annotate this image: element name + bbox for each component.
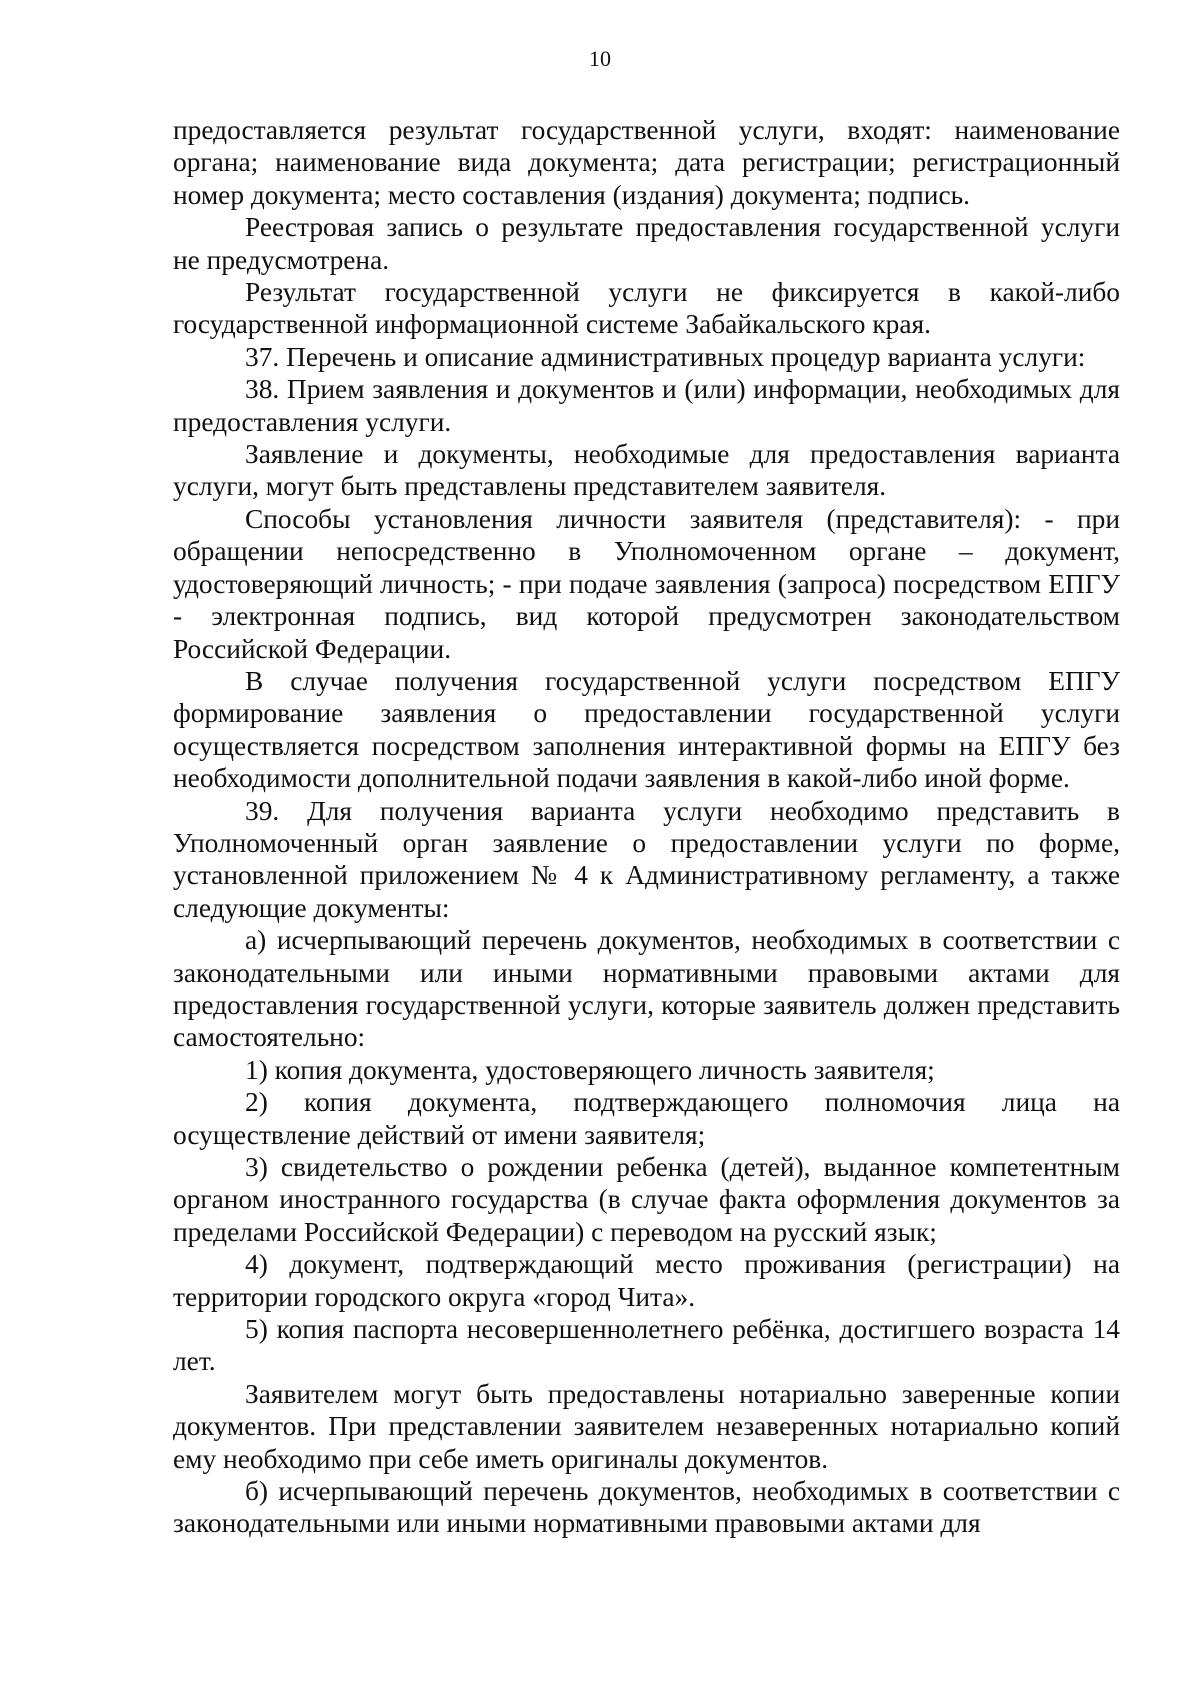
paragraph-identification-methods: Способы установления личности заявителя (представителя): - при обращении непосредственно в Уполномоченном органе – документ, удостоверяющий личность; - при подаче заявления (запроса) посредством ЕПГУ - электронная подпись, вид которой предусмотрен законодательством Российской Федерации.: [173, 503, 1120, 664]
paragraph-continuation: предоставляется результат государственной услуги, входят: наименование органа; наименование вида документа; дата регистрации; регистрационный номер документа; место составления (издания) документа; подпись.: [173, 115, 1120, 210]
paragraph-item-38: 38. Прием заявления и документов и (или) информации, необходимых для предоставления услуги.: [173, 374, 1120, 437]
paragraph-representative: Заявление и документы, необходимые для предоставления варианта услуги, могут быть представлены представителем заявителя.: [173, 439, 1120, 502]
page-number: 10: [589, 46, 611, 71]
paragraph-item-37: 37. Перечень и описание административных процедур варианта услуги:: [245, 341, 1086, 372]
paragraph-list-item-3: 3) свидетельство о рождении ребенка (детей), выданное компетентным органом иностранного государства (в случае факта оформления документов за пределами Российской Федерации) с переводом на русский язык;: [173, 1152, 1120, 1247]
paragraph-list-b: б) исчерпывающий перечень документов, необходимых в соответствии с законодательными или иными нормативными правовыми актами для: [173, 1476, 1120, 1539]
paragraph-list-a: а) исчерпывающий перечень документов, необходимых в соответствии с законодательными или иными нормативными правовыми актами для предоставления государственной услуги, которые заявитель должен представить самостоятельно:: [173, 925, 1120, 1053]
paragraph-notarized-copies: Заявителем могут быть предоставлены нотариально заверенные копии документов. При представлении заявителем незаверенных нотариально копий ему необходимо при себе иметь оригиналы документов.: [173, 1378, 1120, 1474]
paragraph-list-item-5: 5) копия паспорта несовершеннолетнего ребёнка, достигшего возраста 14 лет.: [173, 1314, 1120, 1377]
paragraph-list-item-2: 2) копия документа, подтверждающего полномочия лица на осуществление действий от имени заявителя;: [173, 1087, 1120, 1150]
paragraph-item-39: 39. Для получения варианта услуги необходимо представить в Уполномоченный орган заявление о предоставлении услуги по форме, установленной приложением № 4 к Административному регламенту, а также следующие документы:: [173, 795, 1120, 923]
paragraph-registry-record: Реестровая запись о результате предоставления государственной услуги не предусмотрена.: [173, 212, 1120, 275]
paragraph-result-not-recorded: Результат государственной услуги не фиксируется в какой-либо государственной информационной системе Забайкальского края.: [173, 277, 1120, 340]
paragraph-epgu-form: В случае получения государственной услуги посредством ЕПГУ формирование заявления о предоставлении государственной услуги осуществляется посредством заполнения интерактивной формы на ЕПГУ без необходимости дополнительной подачи заявления в какой-либо иной форме.: [173, 665, 1120, 794]
paragraph-list-item-1: 1) копия документа, удостоверяющего личность заявителя;: [245, 1054, 935, 1085]
paragraph-list-item-4: 4) документ, подтверждающий место проживания (регистрации) на территории городского округа «город Чита».: [173, 1249, 1120, 1312]
document-body: [173, 114, 1120, 1540]
